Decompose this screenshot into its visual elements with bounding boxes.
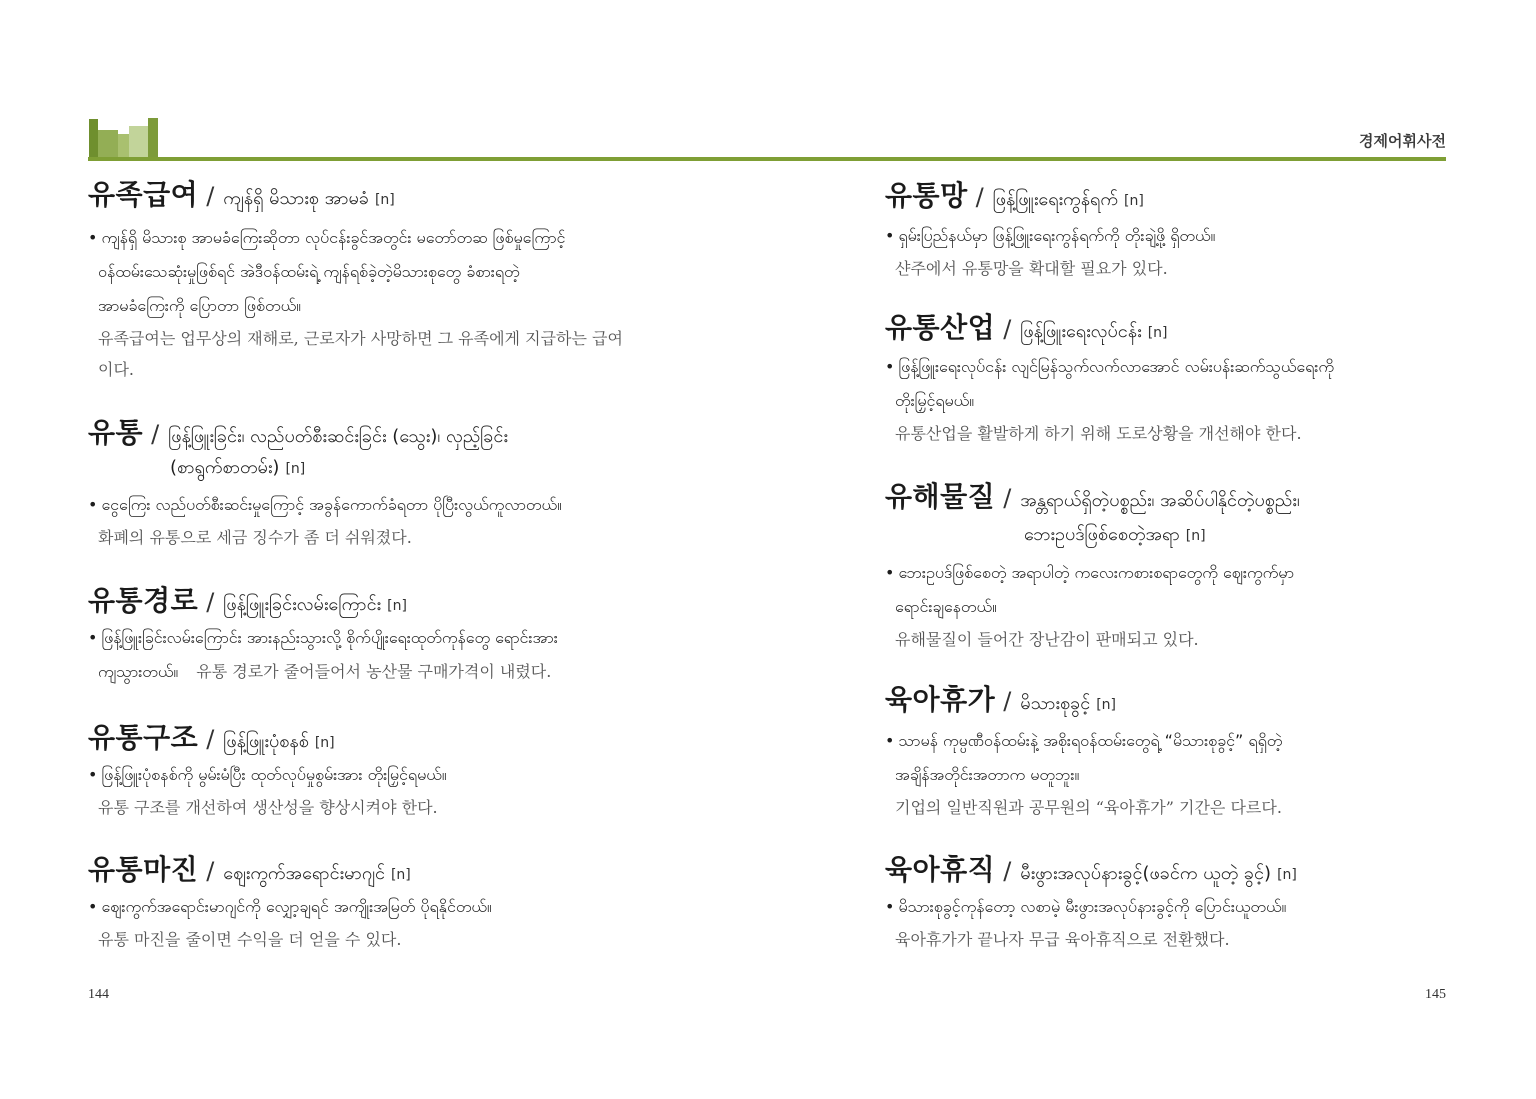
gloss: (စာရွက်စာတမ်း) xyxy=(170,457,280,478)
example-myanmar-line xyxy=(885,219,1485,253)
entry-header xyxy=(88,581,868,621)
headword: 유통구조 xyxy=(88,721,199,754)
separator: / xyxy=(206,857,215,885)
bullet: • xyxy=(885,563,895,582)
headword: 유족급여 xyxy=(88,178,199,211)
bullet: • xyxy=(88,897,98,916)
gloss: ဖြန့်ဖြူးရေးကွန်ရက် xyxy=(992,189,1118,210)
dictionary-entry xyxy=(88,850,868,955)
example-mixed-line xyxy=(88,655,868,689)
gloss: ကျန်ရှိ မိသားစု အာမခံ xyxy=(223,188,369,209)
headword: 유해물질 xyxy=(885,480,996,513)
example-myanmar-text: ဖြန့်ဖြူးခြင်းလမ်းကြောင်း အားနည်းသွားလို့ စိုက်ပျိုးရေးထုတ်ကုန်တွေ ရောင်းအား xyxy=(101,628,558,647)
separator: / xyxy=(1003,315,1012,343)
example-korean-text: 유통 경로가 줄어들어서 농산물 구매가격이 내렸다. xyxy=(196,662,552,681)
bullet: • xyxy=(885,226,895,245)
gloss: ဖြန့်ဖြူးရေးလုပ်ငန်း xyxy=(1020,321,1142,342)
part-of-speech: [n] xyxy=(285,461,306,477)
separator: / xyxy=(975,183,984,211)
separator: / xyxy=(151,420,160,448)
dictionary-entry xyxy=(885,176,1485,284)
example-myanmar-text: ကျသွားတယ်။ xyxy=(98,662,179,681)
gloss: ဖြန့်ဖြူးခြင်းလမ်းကြောင်း xyxy=(223,594,382,615)
example-block xyxy=(885,219,1485,284)
separator: / xyxy=(206,725,215,753)
example-myanmar-text: မိသားစုခွင့်ကုန်တော့ လစာမဲ့ မီးဖွားအလုပ်နားခွင့်ကို ပြောင်းယူတယ်။ xyxy=(898,897,1287,916)
left-page xyxy=(88,0,868,1099)
separator: / xyxy=(1003,857,1012,885)
part-of-speech: [n] xyxy=(374,192,395,208)
dictionary-entry xyxy=(88,581,868,689)
example-block xyxy=(88,890,868,955)
headword: 유통마진 xyxy=(88,853,199,886)
example-myanmar-line xyxy=(88,890,868,924)
part-of-speech: [n] xyxy=(314,735,335,751)
dictionary-entry xyxy=(885,850,1485,955)
example-myanmar-text: ငွေကြေး လည်ပတ်စီးဆင်းမှုကြောင့် အခွန်ကောက်ခံရတာ ပိုပြီးလွယ်ကူလာတယ်။ xyxy=(101,495,562,514)
example-korean-line: 유통 마진을 줄이면 수익을 더 얻을 수 있다. xyxy=(98,930,402,949)
bullet: • xyxy=(88,628,98,647)
example-block xyxy=(885,890,1485,955)
bullet: • xyxy=(88,765,98,784)
entry-header xyxy=(88,718,868,758)
example-myanmar-text: ဖြန့်ဖြူးပုံစနစ်ကို မွမ်းမံပြီး ထုတ်လုပ်မှုစွမ်းအား တိုးမြှင့်ရမယ်။ xyxy=(101,765,447,784)
dictionary-entry xyxy=(88,718,868,823)
part-of-speech: [n] xyxy=(1277,867,1297,883)
part-of-speech: [n] xyxy=(1124,193,1144,209)
example-myanmar-line xyxy=(885,724,1485,758)
gloss: ဖြန့်ဖြူးပုံစနစ် xyxy=(223,731,309,752)
example-myanmar-text: ရှမ်းပြည်နယ်မှာ ဖြန့်ဖြူးရေးကွန်ရက်ကို တိုးချဲ့ဖို့ ရှိတယ်။ xyxy=(898,226,1216,245)
bullet: • xyxy=(885,731,895,750)
example-block xyxy=(88,488,868,553)
example-block xyxy=(885,350,1485,449)
page-number: 144 xyxy=(88,987,109,1002)
example-block xyxy=(885,556,1485,655)
entry-header xyxy=(885,176,1485,216)
example-myanmar-line xyxy=(885,556,1485,590)
dictionary-entry xyxy=(88,175,868,385)
gloss: ဈေးကွက်အရောင်းမာဂျင် xyxy=(223,863,385,884)
example-myanmar-line xyxy=(88,488,868,522)
gloss: ဖြန့်ဖြူးခြင်း၊ လည်ပတ်စီးဆင်းခြင်း (သွေး)၊ လှည့်ခြင်း xyxy=(168,426,508,447)
example-korean-line: 기업의 일반직원과 공무원의 “육아휴가” 기간은 다르다. xyxy=(895,798,1282,817)
entry-header xyxy=(885,477,1485,517)
example-myanmar-line xyxy=(88,221,868,255)
example-korean-line: 화폐의 유통으로 세금 징수가 좀 더 쉬워졌다. xyxy=(98,528,412,547)
example-myanmar-line xyxy=(88,621,868,655)
example-block xyxy=(88,221,868,385)
example-myanmar-text: ဖြန့်ဖြူးရေးလုပ်ငန်း လျင်မြန်သွက်လက်လာအောင် လမ်းပန်းဆက်သွယ်ရေးကို xyxy=(898,357,1334,376)
entry-header xyxy=(88,175,868,215)
example-block xyxy=(885,724,1485,823)
headword: 육아휴직 xyxy=(885,853,996,886)
gloss-continuation xyxy=(88,453,868,483)
page-number: 145 xyxy=(1425,987,1446,1002)
example-myanmar-text: ဘေးဥပဒ်ဖြစ်စေတဲ့ အရာပါတဲ့ ကလေးကစားစရာတွေကို ဈေးကွက်မှာ xyxy=(898,563,1295,582)
gloss: မိသားစုခွင့် xyxy=(1020,693,1091,714)
example-block xyxy=(88,758,868,823)
example-korean-line: 샨주에서 유통망을 확대할 필요가 있다. xyxy=(895,259,1168,278)
separator: / xyxy=(206,588,215,616)
headword: 유통망 xyxy=(885,179,968,212)
example-myanmar-line: အချိန်အတိုင်းအတာက မတူဘူး။ xyxy=(895,765,1080,784)
entry-header xyxy=(885,308,1485,348)
example-korean-line: 유족급여는 업무상의 재해로, 근로자가 사망하면 그 유족에게 지급하는 급여 xyxy=(98,329,623,348)
gloss-continuation xyxy=(885,517,1485,553)
separator: / xyxy=(206,182,215,210)
dictionary-entry xyxy=(885,308,1485,449)
headword: 유통 xyxy=(88,416,144,449)
example-myanmar-line: အာမခံကြေးကို ပြောတာ ဖြစ်တယ်။ xyxy=(98,296,301,315)
example-myanmar-text: ဈေးကွက်အရောင်းမာဂျင်ကို လျှော့ချရင် အကျိုးအမြတ် ပိုရနိုင်တယ်။ xyxy=(101,897,492,916)
headword: 유통산업 xyxy=(885,311,996,344)
bullet: • xyxy=(885,357,895,376)
example-korean-line: 육아휴가가 끝나자 무급 육아휴직으로 전환했다. xyxy=(895,930,1230,949)
example-myanmar-line xyxy=(88,758,868,792)
bullet: • xyxy=(885,897,895,916)
example-korean-line: 유통산업을 활발하게 하기 위해 도로상황을 개선해야 한다. xyxy=(895,424,1302,443)
part-of-speech: [n] xyxy=(387,598,407,614)
separator: / xyxy=(1003,687,1012,715)
example-myanmar-line: ဝန်ထမ်းသေဆုံးမှုဖြစ်ရင် အဲဒီဝန်ထမ်းရဲ့ ကျန်ရစ်ခဲ့တဲ့မိသားစုတွေ ခံစားရတဲ့ xyxy=(98,262,520,281)
entry-header xyxy=(885,680,1485,720)
gloss: အန္တရာယ်ရှိတဲ့ပစ္စည်း၊ အဆိပ်ပါနိုင်တဲ့ပစ္စည်း၊ xyxy=(1020,490,1300,511)
headword: 유통경로 xyxy=(88,584,199,617)
example-myanmar-line: တိုးမြှင့်ရမယ်။ xyxy=(895,391,975,410)
gloss: မီးဖွားအလုပ်နားခွင့်(ဖခင်က ယူတဲ့ ခွင့်) xyxy=(1020,863,1272,884)
part-of-speech: [n] xyxy=(1147,325,1168,341)
bullet: • xyxy=(88,495,98,514)
gloss: ဘေးဥပဒ်ဖြစ်စေတဲ့အရာ xyxy=(1024,524,1180,545)
right-page xyxy=(885,0,1485,1099)
bullet: • xyxy=(88,228,98,247)
entry-header xyxy=(88,413,868,453)
example-korean-line: 유해물질이 들어간 장난감이 판매되고 있다. xyxy=(895,630,1199,649)
separator: / xyxy=(1003,484,1012,512)
entry-header xyxy=(885,850,1485,890)
entry-header xyxy=(88,850,868,890)
example-korean-line: 유통 구조를 개선하여 생산성을 향상시켜야 한다. xyxy=(98,798,438,817)
part-of-speech: [n] xyxy=(1096,697,1116,713)
example-myanmar-text: သာမန် ကုမ္ပဏီဝန်ထမ်းနဲ့ အစိုးရဝန်ထမ်းတွေရဲ့ “မိသားစုခွင့်” ရရှိတဲ့ xyxy=(898,731,1283,750)
dictionary-entry xyxy=(885,477,1485,655)
part-of-speech: [n] xyxy=(390,867,411,883)
example-myanmar-line xyxy=(885,350,1485,384)
dictionary-entry xyxy=(88,413,868,553)
example-myanmar-text: ကျန်ရှိ မိသားစု အာမခံကြေးဆိုတာ လုပ်ငန်းခွင်အတွင်း မတော်တဆ ဖြစ်မှုကြောင့် xyxy=(101,228,566,247)
book-title: 경제어휘사전 xyxy=(1359,132,1446,150)
dictionary-entry xyxy=(885,680,1485,823)
example-myanmar-line: ရောင်းချနေတယ်။ xyxy=(895,597,997,616)
part-of-speech: [n] xyxy=(1185,528,1206,544)
example-block xyxy=(88,621,868,689)
example-myanmar-line xyxy=(885,890,1485,924)
example-korean-line: 이다. xyxy=(98,360,134,379)
headword: 육아휴가 xyxy=(885,683,996,716)
